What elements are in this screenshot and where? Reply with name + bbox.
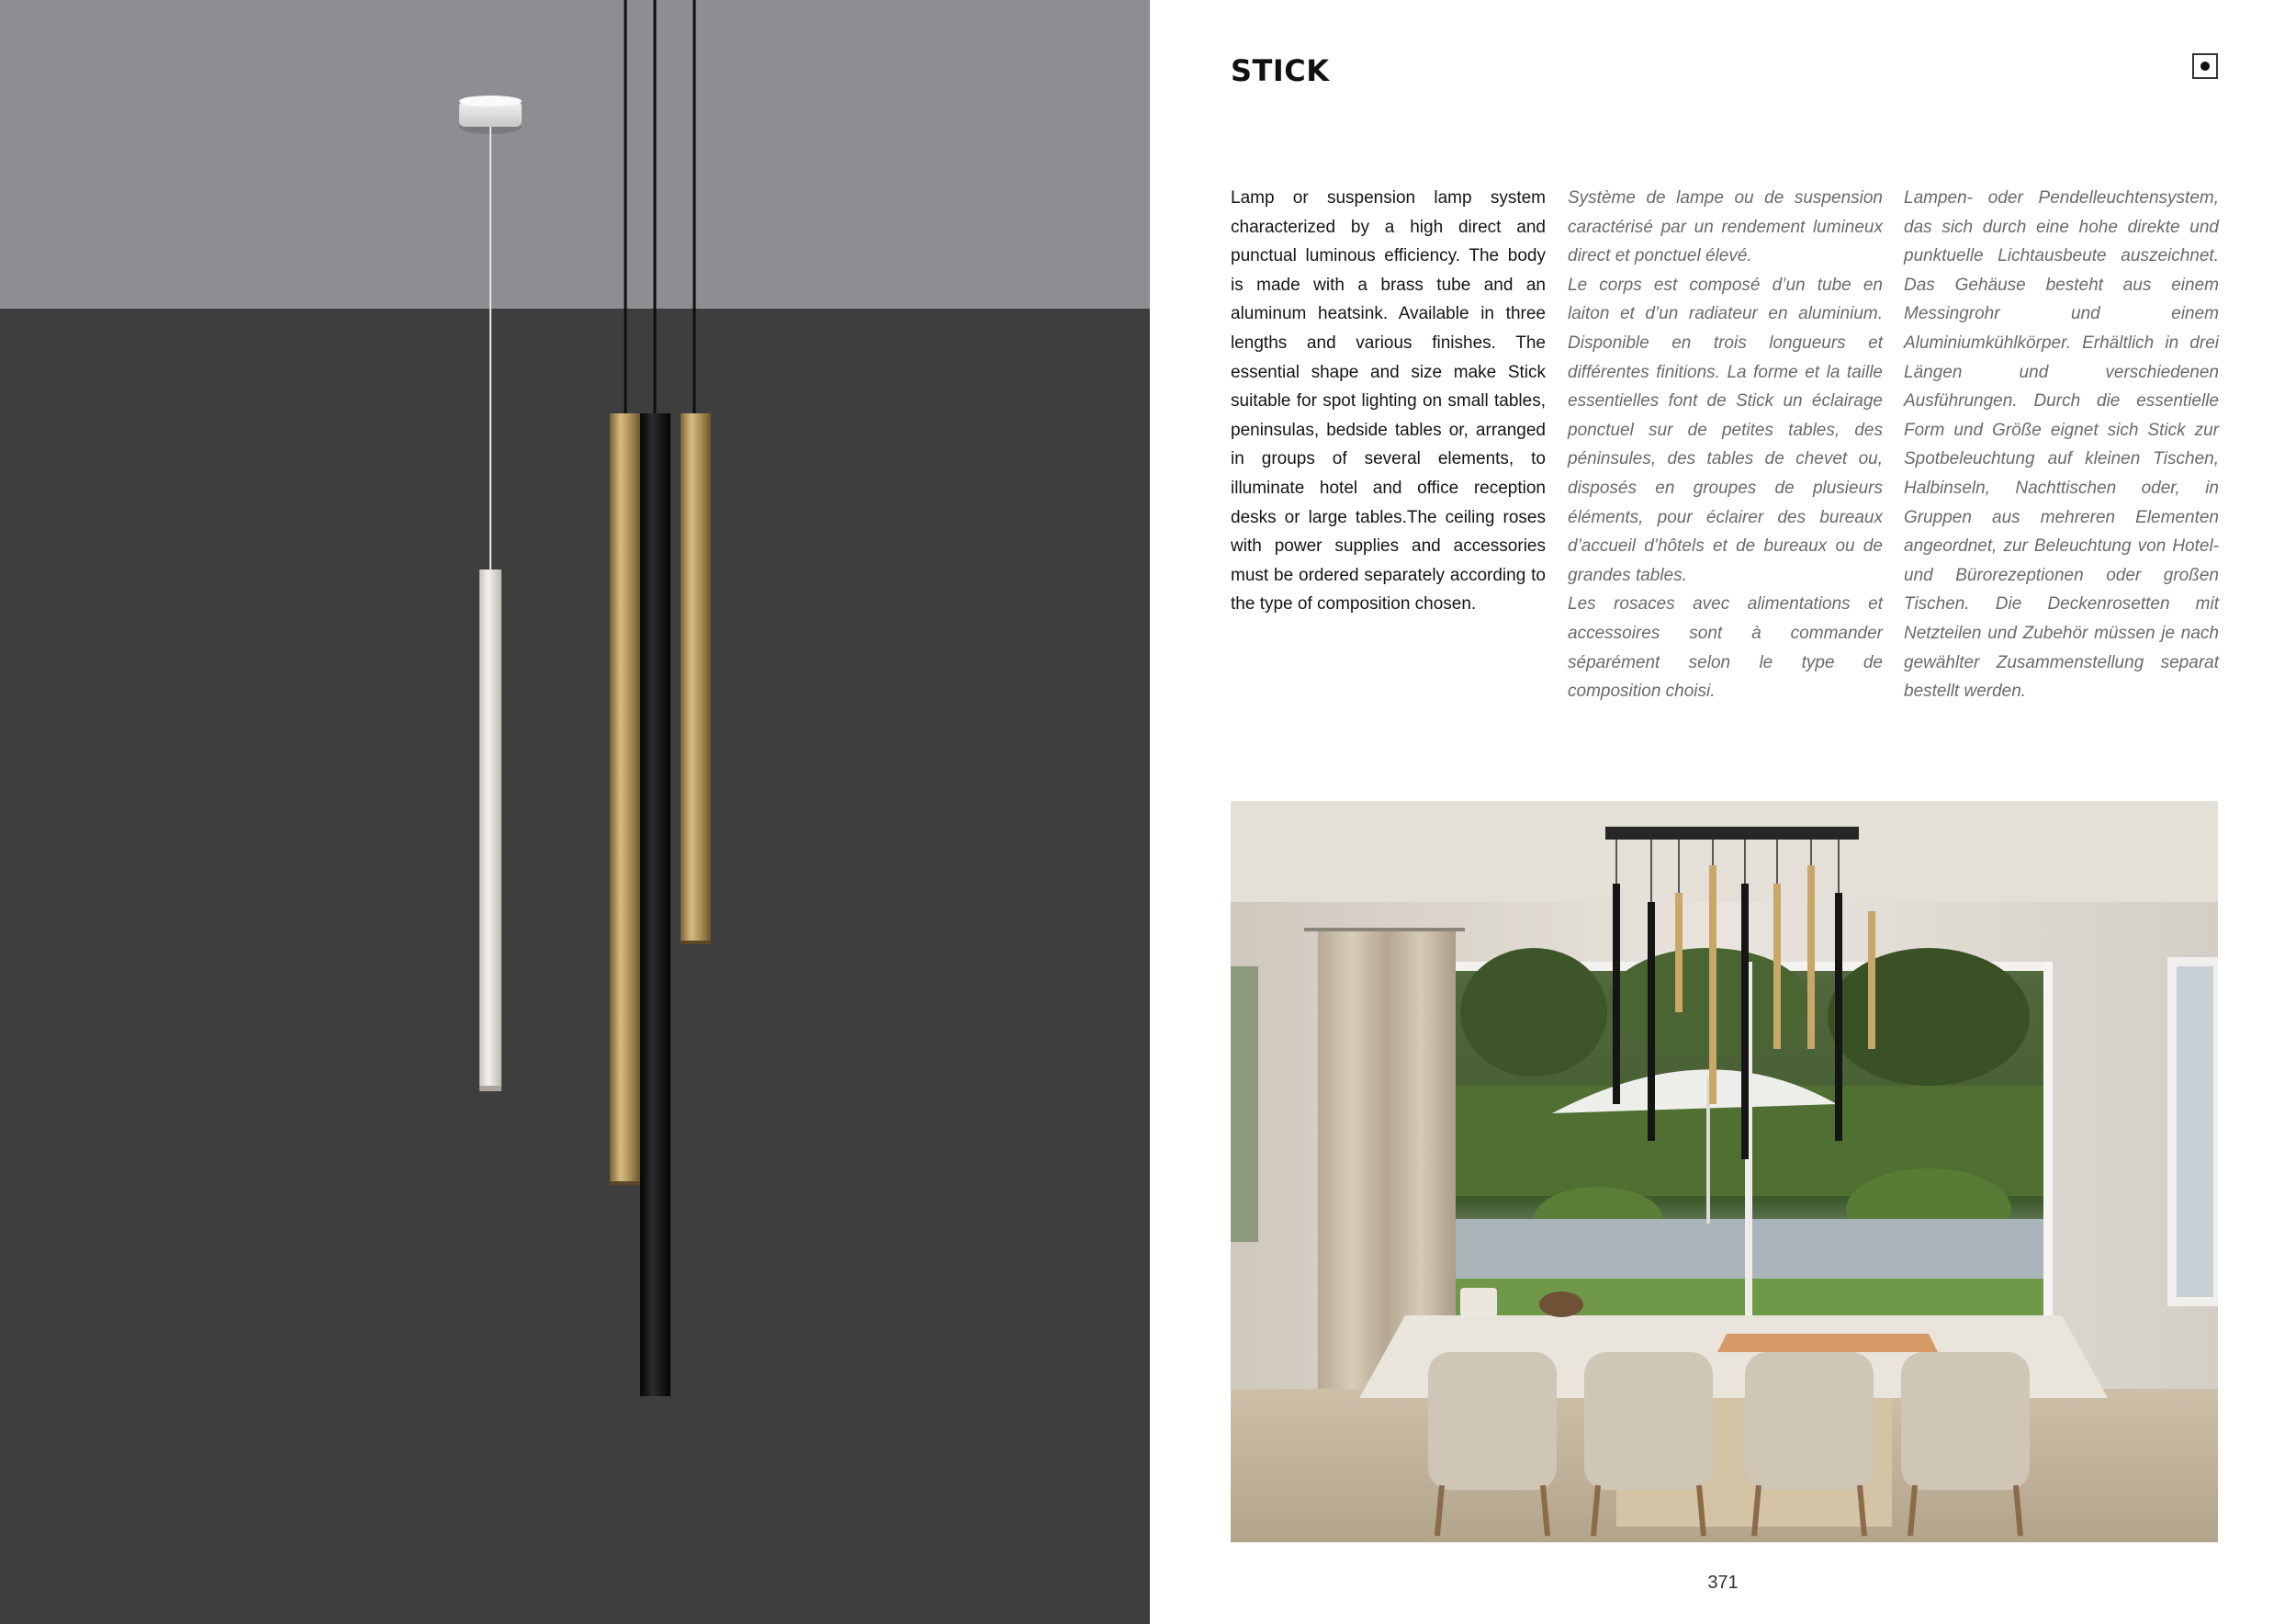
brass-pendant-lamp-long	[610, 413, 640, 1185]
page-number: 371	[1707, 1573, 1739, 1593]
black-pendant-lamp	[640, 413, 670, 1396]
french-paragraph-2: Le corps est composé d’un tube en laiton et d’un radiateur en aluminium. Disponible en trois longueurs et différentes finitions. La forme et la taille essentielles font de Stick un éclairage ponctuel sur de petites tables, des péninsules, des tables de chevet ou, disposés en groupes de plusieurs éléments, pour éclairer des bureaux d’accueil d’hôtels et de bureaux ou de grandes tables.	[1568, 275, 1883, 585]
french-paragraph-3: Les rosaces avec alimentations et accessoires sont à commander séparément selon le type de composition choisi.	[1568, 594, 1883, 702]
german-paragraph: Lampen- oder Pendelleuchtensystem, das sich durch eine hohe direkte und punktuelle Lichtausbeute auszeichnet. Das Gehäuse besteht aus einem Messingrohr und einem Aluminiumkühlkörper. Erhältlich in drei Längen und verschiedenen Ausführungen. Durch die essentielle Form und Größe eignet sich Stick zur Spotbeleuchtung auf kleinen Tischen, Halbinseln, Nachttischen oder, in Gruppen aus mehreren Elementen angeordnet, zur Beleuchtung von Hotel- und Bürorezeptionen oder großen Tischen. Die Deckenrosetten mit Netzteilen und Zubehör müssen je nach gewählter Zusammenstellung separat bestellt werden.	[1904, 188, 2219, 702]
product-title: STICK	[1231, 53, 1330, 88]
brass-pendant-lamp-short	[681, 413, 711, 944]
french-paragraph-1: Système de lampe ou de suspension caractérisé par un rendement lumineux direct et ponctuel élevé.	[1568, 188, 1883, 266]
english-paragraph: Lamp or suspension lamp system characterized by a high direct and punctual luminous efficiency. The body is made with a brass tube and an aluminum heatsink. Available in three lengths and various finishes. The essential shape and size make Stick suitable for spot lighting on small tables, peninsulas, bedside tables or, arranged in groups of several elements, to illuminate hotel and office reception desks or large tables.The ceiling roses with power supplies and accessories must be ordered separately according to the type of composition chosen.	[1231, 188, 1546, 615]
